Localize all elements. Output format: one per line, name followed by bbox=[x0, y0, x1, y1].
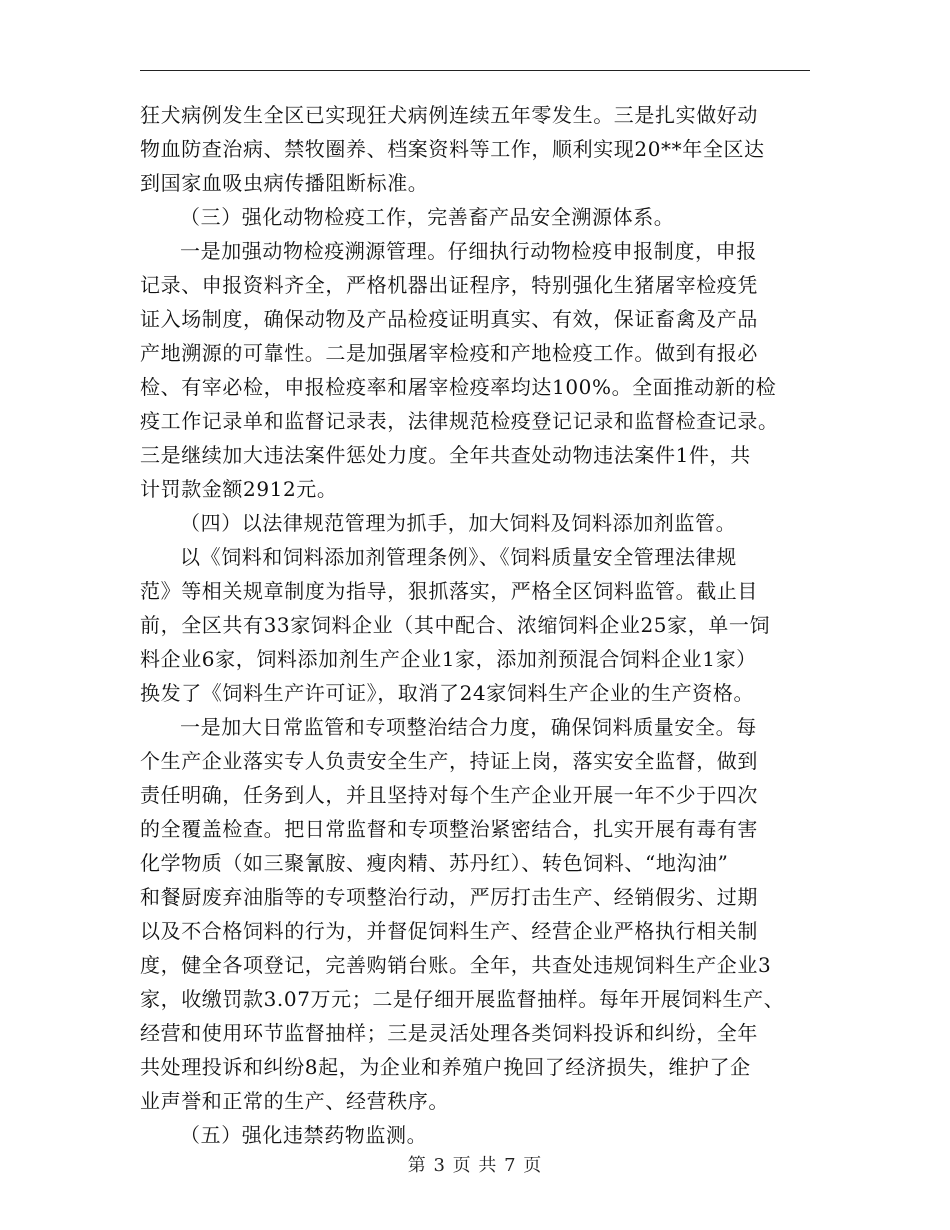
text-line: 产地溯源的可靠性。二是加强屠宰检疫和产地检疫工作。做到有报必 bbox=[140, 341, 758, 365]
text-line: 范》等相关规章制度为指导，狠抓落实，严格全区饲料监管。截止目 bbox=[140, 579, 758, 603]
text-line: 以《饲料和饲料添加剂管理条例》、《饲料质量安全管理法律规 bbox=[180, 545, 737, 569]
text-line: （五）强化违禁药物监测。 bbox=[180, 1123, 428, 1147]
text-line: 以及不合格饲料的行为，并督促饲料生产、经营企业严格执行相关制 bbox=[140, 919, 758, 943]
page-footer: 第 3 页 共 7 页 bbox=[407, 1155, 543, 1176]
text-line: 化学物质（如三聚氰胺、瘦肉精、苏丹红）、转色饲料、“地沟油” bbox=[140, 851, 729, 875]
text-line: 到国家血吸虫病传播阻断标准。 bbox=[140, 171, 429, 195]
text-line: 疫工作记录单和监督记录表，法律规范检疫登记记录和监督检查记录。 bbox=[140, 409, 779, 433]
text-line: 前，全区共有33家饲料企业（其中配合、浓缩饲料企业25家，单一饲 bbox=[140, 613, 771, 637]
text-line: 物血防查治病、禁牧圈养、档案资料等工作，顺利实现20**年全区达 bbox=[140, 137, 765, 161]
text-line: 一是加强动物检疫溯源管理。仔细执行动物检疫申报制度，申报 bbox=[180, 239, 757, 263]
text-line: 证入场制度，确保动物及产品检疫证明真实、有效，保证畜禽及产品 bbox=[140, 307, 758, 331]
text-line: 个生产企业落实专人负责安全生产，持证上岗，落实安全监督，做到 bbox=[140, 749, 758, 773]
text-line: 计罚款金额2912元。 bbox=[140, 477, 338, 501]
text-line: 狂犬病例发生全区已实现狂犬病例连续五年零发生。三是扎实做好动 bbox=[140, 103, 758, 127]
text-line: 经营和使用环节监督抽样；三是灵活处理各类饲料投诉和纠纷，全年 bbox=[140, 1021, 758, 1045]
text-line: 共处理投诉和纠纷8起，为企业和养殖户挽回了经济损失，维护了企 bbox=[140, 1055, 751, 1079]
text-line: （三）强化动物检疫工作，完善畜产品安全溯源体系。 bbox=[180, 205, 675, 229]
text-line: （四）以法律规范管理为抓手，加大饲料及饲料添加剂监管。 bbox=[180, 511, 737, 535]
text-line: 责任明确，任务到人，并且坚持对每个生产企业开展一年不少于四次 bbox=[140, 783, 758, 807]
text-line: 一是加大日常监管和专项整治结合力度，确保饲料质量安全。每 bbox=[180, 715, 757, 739]
text-line: 记录、申报资料齐全，严格机器出证程序，特别强化生猪屠宰检疫凭 bbox=[140, 273, 758, 297]
text-line: 三是继续加大违法案件惩处力度。全年共查处动物违法案件1件，共 bbox=[140, 443, 751, 467]
text-line: 业声誉和正常的生产、经营秩序。 bbox=[140, 1089, 449, 1113]
document-body bbox=[140, 98, 810, 1152]
text-line: 度，健全各项登记，完善购销台账。全年，共查处违规饲料生产企业3 bbox=[140, 953, 772, 977]
header-rule bbox=[140, 70, 810, 71]
text-line: 换发了《饲料生产许可证》，取消了24家饲料生产企业的生产资格。 bbox=[140, 681, 755, 705]
text-line: 和餐厨废弃油脂等的专项整治行动，严厉打击生产、经销假劣、过期 bbox=[140, 885, 758, 909]
text-line: 的全覆盖检查。把日常监督和专项整治紧密结合，扎实开展有毒有害 bbox=[140, 817, 758, 841]
text-line: 检、有宰必检，申报检疫率和屠宰检疫率均达100%。全面推动新的检 bbox=[140, 375, 777, 399]
text-line: 料企业6家，饲料添加剂生产企业1家，添加剂预混合饲料企业1家） bbox=[140, 647, 757, 671]
text-line: 家，收缴罚款3.07万元；二是仔细开展监督抽样。每年开展饲料生产、 bbox=[140, 987, 785, 1011]
